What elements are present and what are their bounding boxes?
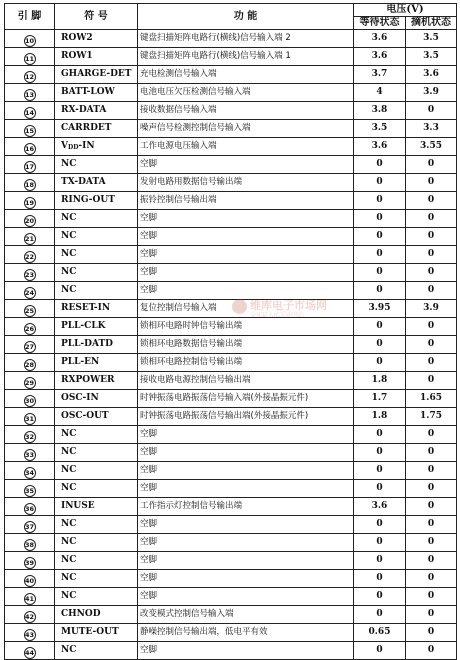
pin-number-cell	[5, 318, 55, 336]
symbol-text: NC	[61, 447, 77, 457]
symbol-text: ROW1	[61, 51, 93, 61]
symbol-cell	[55, 498, 138, 516]
function-description: 发射电路用数据信号输出端	[138, 174, 354, 192]
symbol-text: NC	[61, 573, 77, 583]
call-voltage: 0	[406, 246, 457, 264]
call-voltage: 3.5	[406, 48, 457, 66]
pin-number: 11	[24, 55, 35, 63]
symbol-cell	[55, 156, 138, 174]
standby-voltage: 1.8	[354, 408, 406, 426]
pin-number-cell	[5, 246, 55, 264]
function-description: 振铃控制信号输出端	[138, 192, 354, 210]
standby-voltage: 0	[354, 534, 406, 552]
standby-voltage: 3.7	[354, 66, 406, 84]
standby-voltage: 0	[354, 174, 406, 192]
function-description: 充电检测信号输入端	[138, 66, 354, 84]
symbol-text: NC	[61, 555, 77, 565]
symbol-text: GHARGE-DET	[61, 69, 132, 79]
symbol-cell	[55, 552, 138, 570]
pin-number: 34	[24, 469, 35, 477]
call-voltage: 0	[406, 192, 457, 210]
pin-number: 38	[24, 541, 35, 549]
pin-number: 10	[24, 37, 35, 45]
standby-voltage: 0	[354, 480, 406, 498]
symbol-cell	[55, 84, 138, 102]
pin-number: 40	[24, 577, 35, 585]
call-voltage: 0	[406, 642, 457, 660]
symbol-cell	[55, 102, 138, 120]
standby-voltage: 0	[354, 606, 406, 624]
function-description: 接收数据信号输入端	[138, 102, 354, 120]
function-description: 空脚	[138, 534, 354, 552]
table-row	[5, 552, 457, 570]
table-row	[5, 426, 457, 444]
pin-number: 12	[24, 73, 35, 81]
header-symbol: 符 号	[55, 4, 138, 30]
table-row	[5, 318, 457, 336]
symbol-text: NC	[61, 645, 77, 655]
symbol-text: RX-DATA	[61, 105, 107, 115]
function-description: 改变模式控制信号输入端	[138, 606, 354, 624]
standby-voltage: 1.7	[354, 390, 406, 408]
function-description: 工作指示灯控制信号输出端	[138, 498, 354, 516]
header-standby: 等待状态	[354, 17, 406, 30]
table-row	[5, 156, 457, 174]
pin-number-cell	[5, 84, 55, 102]
table-row	[5, 498, 457, 516]
pin-number: 30	[24, 397, 35, 405]
symbol-text: NC	[61, 483, 77, 493]
function-description: 空脚	[138, 282, 354, 300]
watermark-sub-text: 全球最大IC采购网站	[250, 312, 304, 319]
pin-number-cell	[5, 552, 55, 570]
symbol-cell	[55, 282, 138, 300]
call-voltage: 0	[406, 498, 457, 516]
symbol-suffix: -IN	[78, 141, 95, 151]
pin-number: 37	[24, 523, 35, 531]
call-voltage: 0	[406, 336, 457, 354]
symbol-text: ROW2	[61, 33, 93, 43]
function-description: 空脚	[138, 516, 354, 534]
pin-number: 13	[24, 91, 35, 99]
header-pin: 引 脚	[5, 4, 55, 30]
standby-voltage: 0	[354, 318, 406, 336]
call-voltage: 3.5	[406, 30, 457, 48]
symbol-cell	[55, 606, 138, 624]
pin-number: 33	[24, 451, 35, 459]
symbol-cell	[55, 228, 138, 246]
standby-voltage: 0	[354, 156, 406, 174]
symbol-cell	[55, 318, 138, 336]
pin-number: 21	[24, 235, 35, 243]
standby-voltage: 0	[354, 264, 406, 282]
header-voltage: 电压(V)	[354, 4, 457, 17]
symbol-cell	[55, 390, 138, 408]
call-voltage: 3.9	[406, 300, 457, 318]
standby-voltage: 0.65	[354, 624, 406, 642]
table-row	[5, 336, 457, 354]
table-row	[5, 30, 457, 48]
call-voltage: 0	[406, 318, 457, 336]
table-row	[5, 624, 457, 642]
call-voltage: 0	[406, 624, 457, 642]
symbol-cell	[55, 426, 138, 444]
symbol-cell	[55, 354, 138, 372]
call-voltage: 0	[406, 534, 457, 552]
function-description: 空脚	[138, 210, 354, 228]
call-voltage: 3.6	[406, 66, 457, 84]
table-row	[5, 246, 457, 264]
header-call: 摘机状态	[406, 17, 457, 30]
pin-number-cell	[5, 174, 55, 192]
symbol-cell	[55, 480, 138, 498]
table-row	[5, 570, 457, 588]
symbol-text: RING-OUT	[61, 195, 115, 205]
pin-number-cell	[5, 120, 55, 138]
standby-voltage: 3.95	[354, 300, 406, 318]
call-voltage: 3.9	[406, 84, 457, 102]
function-description: 空脚	[138, 588, 354, 606]
pin-number: 22	[24, 253, 35, 261]
table-row	[5, 210, 457, 228]
standby-voltage: 3.6	[354, 498, 406, 516]
call-voltage: 0	[406, 156, 457, 174]
table-row	[5, 300, 457, 318]
standby-voltage: 0	[354, 516, 406, 534]
standby-voltage: 0	[354, 570, 406, 588]
symbol-subscript: DD	[67, 144, 79, 151]
pin-function-table	[4, 3, 457, 660]
standby-voltage: 0	[354, 282, 406, 300]
function-description: 锁相环电路时钟信号输出端	[138, 318, 354, 336]
symbol-text: RXPOWER	[61, 375, 115, 385]
call-voltage: 0	[406, 426, 457, 444]
symbol-text: OSC-OUT	[61, 411, 109, 421]
pin-number-cell	[5, 408, 55, 426]
call-voltage: 0	[406, 588, 457, 606]
pin-number: 26	[24, 325, 35, 333]
pin-number-cell	[5, 498, 55, 516]
pin-number: 15	[24, 127, 35, 135]
call-voltage: 0	[406, 282, 457, 300]
symbol-text: MUTE-OUT	[61, 627, 119, 637]
symbol-cell	[55, 30, 138, 48]
call-voltage: 0	[406, 462, 457, 480]
standby-voltage: 0	[354, 192, 406, 210]
call-voltage: 0	[406, 102, 457, 120]
call-voltage: 1.65	[406, 390, 457, 408]
pin-number-cell	[5, 66, 55, 84]
function-description: 空脚	[138, 480, 354, 498]
call-voltage: 0	[406, 516, 457, 534]
pin-number-cell	[5, 336, 55, 354]
standby-voltage: 0	[354, 642, 406, 660]
table-row	[5, 606, 457, 624]
standby-voltage: 0	[354, 588, 406, 606]
call-voltage: 0	[406, 354, 457, 372]
function-description: 时钟振荡电路振荡信号输出端(外接晶振元件)	[138, 408, 354, 426]
standby-voltage: 0	[354, 210, 406, 228]
pin-number: 39	[24, 559, 35, 567]
function-description: 键盘扫描矩阵电路行(横线)信号输入端 1	[138, 48, 354, 66]
symbol-cell	[55, 246, 138, 264]
function-description: 复位控制信号输入端	[138, 300, 354, 318]
symbol-text: NC	[61, 231, 77, 241]
pin-number: 20	[24, 217, 35, 225]
table-row	[5, 48, 457, 66]
function-description: 空脚	[138, 462, 354, 480]
table-row	[5, 84, 457, 102]
pin-number-cell	[5, 156, 55, 174]
symbol-text: NC	[61, 249, 77, 259]
table-body	[5, 30, 457, 660]
call-voltage: 1.75	[406, 408, 457, 426]
table-row	[5, 354, 457, 372]
standby-voltage: 0	[354, 246, 406, 264]
function-description: 静噪控制信号输出端，低电平有效	[138, 624, 354, 642]
symbol-cell	[55, 210, 138, 228]
symbol-text: NC	[61, 429, 77, 439]
standby-voltage: 3.6	[354, 30, 406, 48]
table-row	[5, 264, 457, 282]
function-description: 工作电源电压输入端	[138, 138, 354, 156]
symbol-cell	[55, 120, 138, 138]
table-row	[5, 66, 457, 84]
pin-number: 14	[24, 109, 35, 117]
function-description: 电池电压欠压检测信号输入端	[138, 84, 354, 102]
standby-voltage: 0	[354, 354, 406, 372]
pin-number-cell	[5, 210, 55, 228]
symbol-cell	[55, 534, 138, 552]
pin-number: 25	[24, 307, 35, 315]
function-description: 键盘扫描矩阵电路行(横线)信号输入端 2	[138, 30, 354, 48]
call-voltage: 3.3	[406, 120, 457, 138]
call-voltage: 0	[406, 570, 457, 588]
symbol-text: TX-DATA	[61, 177, 106, 187]
table-row	[5, 444, 457, 462]
table-row	[5, 462, 457, 480]
standby-voltage: 0	[354, 426, 406, 444]
call-voltage: 0	[406, 480, 457, 498]
symbol-text: BATT-LOW	[61, 87, 115, 97]
pin-number-cell	[5, 462, 55, 480]
pin-number-cell	[5, 390, 55, 408]
pin-number-cell	[5, 588, 55, 606]
pin-number: 32	[24, 433, 35, 441]
function-description: 噪声信号检测控制信号输入端	[138, 120, 354, 138]
table-row	[5, 174, 457, 192]
table-row	[5, 534, 457, 552]
pin-number: 27	[24, 343, 35, 351]
call-voltage: 0	[406, 606, 457, 624]
table-row	[5, 192, 457, 210]
symbol-cell	[55, 138, 138, 156]
symbol-text: NC	[61, 159, 77, 169]
watermark-main-text: 维库电子市场网	[250, 299, 327, 312]
table-row	[5, 516, 457, 534]
function-description: 空脚	[138, 228, 354, 246]
symbol-text: NC	[61, 537, 77, 547]
call-voltage: 0	[406, 264, 457, 282]
pin-number: 36	[24, 505, 35, 513]
pin-number-cell	[5, 354, 55, 372]
pin-number: 31	[24, 415, 35, 423]
pin-number-cell	[5, 570, 55, 588]
function-description: 空脚	[138, 156, 354, 174]
function-description: 空脚	[138, 246, 354, 264]
symbol-text: V	[61, 141, 68, 151]
call-voltage: 0	[406, 444, 457, 462]
call-voltage: 3.55	[406, 138, 457, 156]
function-description: 空脚	[138, 552, 354, 570]
table-row	[5, 120, 457, 138]
symbol-cell	[55, 462, 138, 480]
call-voltage: 0	[406, 552, 457, 570]
symbol-text: OSC-IN	[61, 393, 99, 403]
symbol-text: PLL-CLK	[61, 321, 106, 331]
standby-voltage: 0	[354, 552, 406, 570]
symbol-text: PLL-DATD	[61, 339, 113, 349]
pin-number-cell	[5, 300, 55, 318]
pin-number: 29	[24, 379, 35, 387]
symbol-text: NC	[61, 285, 77, 295]
pin-number-cell	[5, 372, 55, 390]
table-row	[5, 372, 457, 390]
function-description: 空脚	[138, 570, 354, 588]
pin-number: 35	[24, 487, 35, 495]
symbol-text: NC	[61, 213, 77, 223]
function-description: 接收电路电源控制信号输出端	[138, 372, 354, 390]
symbol-text: NC	[61, 519, 77, 529]
function-description: 空脚	[138, 642, 354, 660]
symbol-cell	[55, 174, 138, 192]
symbol-text: CARRDET	[61, 123, 112, 133]
call-voltage: 0	[406, 228, 457, 246]
table-row	[5, 282, 457, 300]
pin-number-cell	[5, 426, 55, 444]
pin-number-cell	[5, 624, 55, 642]
table-row	[5, 228, 457, 246]
symbol-text: INUSE	[61, 501, 95, 511]
pin-number: 17	[24, 163, 35, 171]
symbol-cell	[55, 192, 138, 210]
standby-voltage: 1.8	[354, 372, 406, 390]
function-description: 锁相环电路控制信号输出端	[138, 354, 354, 372]
pin-number-cell	[5, 48, 55, 66]
symbol-text: NC	[61, 465, 77, 475]
symbol-cell	[55, 300, 138, 318]
symbol-text: NC	[61, 591, 77, 601]
pin-number-cell	[5, 606, 55, 624]
pin-number: 41	[24, 595, 35, 603]
standby-voltage: 3.6	[354, 48, 406, 66]
symbol-cell	[55, 588, 138, 606]
table-row	[5, 408, 457, 426]
symbol-cell	[55, 408, 138, 426]
pin-number-cell	[5, 228, 55, 246]
pin-number: 23	[24, 271, 35, 279]
pin-number: 19	[24, 199, 35, 207]
pin-number-cell	[5, 642, 55, 660]
pin-number-cell	[5, 480, 55, 498]
pin-number-cell	[5, 264, 55, 282]
pin-number-cell	[5, 282, 55, 300]
standby-voltage: 3.8	[354, 102, 406, 120]
function-description: 空脚	[138, 444, 354, 462]
symbol-cell	[55, 570, 138, 588]
pin-number-cell	[5, 102, 55, 120]
header-function: 功 能	[138, 4, 354, 30]
pin-number-cell	[5, 30, 55, 48]
standby-voltage: 0	[354, 462, 406, 480]
pin-number-cell	[5, 516, 55, 534]
symbol-cell	[55, 624, 138, 642]
symbol-cell	[55, 444, 138, 462]
standby-voltage: 0	[354, 228, 406, 246]
standby-voltage: 0	[354, 444, 406, 462]
pin-number-cell	[5, 192, 55, 210]
symbol-cell	[55, 336, 138, 354]
pin-number: 43	[24, 631, 35, 639]
pin-number: 42	[24, 613, 35, 621]
symbol-cell	[55, 66, 138, 84]
table-row	[5, 480, 457, 498]
standby-voltage: 4	[354, 84, 406, 102]
pin-number-cell	[5, 138, 55, 156]
symbol-cell	[55, 48, 138, 66]
function-description: 时钟振荡电路振荡信号输入端(外接晶振元件)	[138, 390, 354, 408]
function-description: 锁相环电路数据信号输出端	[138, 336, 354, 354]
symbol-text: PLL-EN	[61, 357, 100, 367]
symbol-cell	[55, 642, 138, 660]
symbol-cell	[55, 264, 138, 282]
pin-number: 18	[24, 181, 35, 189]
pin-number: 16	[24, 145, 35, 153]
pin-number: 28	[24, 361, 35, 369]
pin-number: 44	[24, 649, 35, 657]
symbol-text: CHNOD	[61, 609, 101, 619]
symbol-cell	[55, 372, 138, 390]
standby-voltage: 3.6	[354, 138, 406, 156]
standby-voltage: 0	[354, 336, 406, 354]
function-description: 空脚	[138, 264, 354, 282]
call-voltage: 0	[406, 372, 457, 390]
symbol-cell	[55, 516, 138, 534]
function-description: 空脚	[138, 426, 354, 444]
table-row	[5, 102, 457, 120]
table-header	[5, 4, 457, 30]
pin-number: 24	[24, 289, 35, 297]
call-voltage: 0	[406, 210, 457, 228]
symbol-text: NC	[61, 267, 77, 277]
table-row	[5, 642, 457, 660]
standby-voltage: 3.5	[354, 120, 406, 138]
call-voltage: 0	[406, 174, 457, 192]
table-row	[5, 138, 457, 156]
symbol-text: RESET-IN	[61, 303, 111, 313]
table-row	[5, 588, 457, 606]
pin-number-cell	[5, 444, 55, 462]
table-row	[5, 390, 457, 408]
pin-number-cell	[5, 534, 55, 552]
